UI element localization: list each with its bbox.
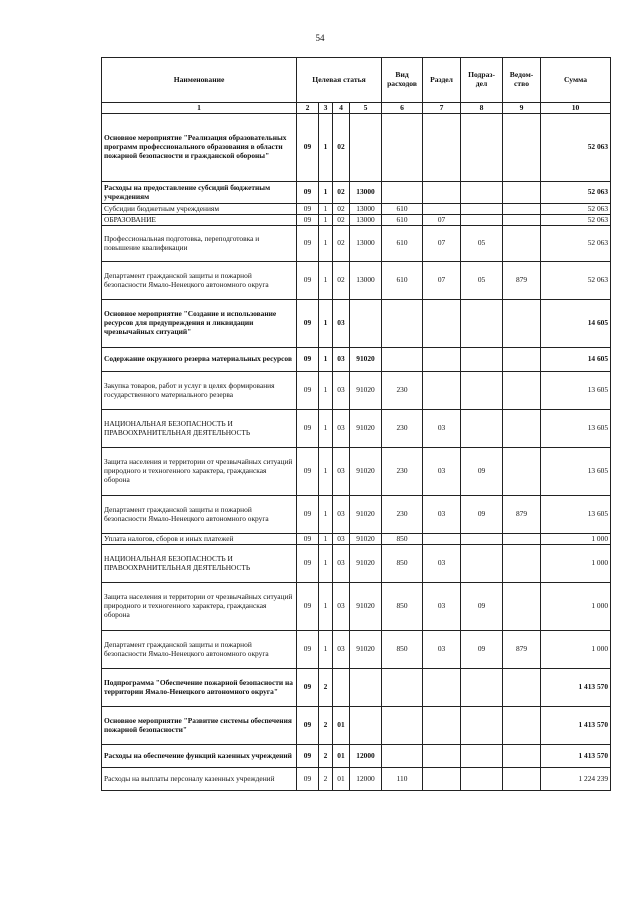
table-row [102,215,611,226]
header-subsection: Подраз-дел [461,58,503,103]
target-item-program: 09 [297,262,319,300]
expense-type-cell: 610 [382,226,423,262]
row-name: Подпрограмма "Обеспечение пожарной безопасности на территории Ямало-Ненецкого автономного округа" [102,669,297,707]
target-item-activity: 02 [333,114,350,182]
amount-cell: 1 224 239 [541,768,611,791]
subsection-cell [461,545,503,583]
target-item-subprogram: 1 [319,226,333,262]
row-name: Профессиональная подготовка, переподготовка и повышение квалификации [102,226,297,262]
column-number: 2 [297,103,319,114]
target-item-activity: 03 [333,534,350,545]
target-item-direction: 91020 [350,372,382,410]
expense-type-cell: 610 [382,215,423,226]
department-cell [503,768,541,791]
table-row [102,182,611,204]
subsection-cell [461,410,503,448]
row-name: Уплата налогов, сборов и иных платежей [102,534,297,545]
target-item-direction: 91020 [350,410,382,448]
subsection-cell: 09 [461,583,503,631]
expense-type-cell: 850 [382,583,423,631]
column-number: 7 [423,103,461,114]
expense-type-cell: 230 [382,448,423,496]
subsection-cell [461,707,503,745]
target-item-activity: 02 [333,182,350,204]
target-item-activity: 02 [333,262,350,300]
header-department: Ведом-ство [503,58,541,103]
column-number: 4 [333,103,350,114]
target-item-activity: 01 [333,745,350,768]
target-item-subprogram: 1 [319,410,333,448]
target-item-subprogram: 1 [319,215,333,226]
table-row [102,372,611,410]
section-cell [423,669,461,707]
amount-cell: 1 413 570 [541,669,611,707]
column-number: 1 [102,103,297,114]
target-item-subprogram: 1 [319,204,333,215]
target-item-direction: 91020 [350,545,382,583]
expense-type-cell [382,348,423,372]
department-cell [503,226,541,262]
target-item-program: 09 [297,496,319,534]
table-row [102,114,611,182]
department-cell [503,182,541,204]
table-row [102,745,611,768]
target-item-subprogram: 2 [319,669,333,707]
target-item-subprogram: 1 [319,534,333,545]
department-cell [503,410,541,448]
target-item-activity: 02 [333,204,350,215]
header-amount: Сумма [541,58,611,103]
column-number: 9 [503,103,541,114]
amount-cell: 1 000 [541,583,611,631]
target-item-program: 09 [297,226,319,262]
amount-cell: 52 063 [541,215,611,226]
target-item-activity: 03 [333,631,350,669]
amount-cell: 52 063 [541,182,611,204]
section-cell: 03 [423,631,461,669]
expense-type-cell: 110 [382,768,423,791]
row-name: Защита населения и территории от чрезвычайных ситуаций природного и техногенного характера, гражданская оборона [102,448,297,496]
expense-type-cell [382,745,423,768]
subsection-cell [461,300,503,348]
target-item-subprogram: 1 [319,182,333,204]
row-name: Субсидии бюджетным учреждениям [102,204,297,215]
department-cell [503,707,541,745]
section-cell [423,745,461,768]
target-item-activity: 03 [333,300,350,348]
subsection-cell: 09 [461,448,503,496]
section-cell: 07 [423,262,461,300]
department-cell [503,669,541,707]
amount-cell: 1 000 [541,631,611,669]
target-item-subprogram: 2 [319,707,333,745]
amount-cell: 1 413 570 [541,745,611,768]
amount-cell: 13 605 [541,410,611,448]
department-cell [503,215,541,226]
target-item-program: 09 [297,745,319,768]
section-cell [423,114,461,182]
table-row [102,300,611,348]
expense-type-cell [382,707,423,745]
target-item-activity: 02 [333,226,350,262]
target-item-direction: 91020 [350,496,382,534]
target-item-activity: 03 [333,348,350,372]
amount-cell: 14 605 [541,300,611,348]
target-item-program: 09 [297,300,319,348]
table-row [102,583,611,631]
subsection-cell: 09 [461,631,503,669]
subsection-cell [461,182,503,204]
department-cell [503,534,541,545]
column-number: 3 [319,103,333,114]
target-item-direction: 13000 [350,262,382,300]
target-item-program: 09 [297,768,319,791]
expense-type-cell: 850 [382,631,423,669]
subsection-cell: 05 [461,226,503,262]
target-item-subprogram: 1 [319,372,333,410]
target-item-program: 09 [297,372,319,410]
amount-cell: 1 000 [541,534,611,545]
header-row [102,58,611,103]
section-cell: 03 [423,545,461,583]
amount-cell: 1 000 [541,545,611,583]
budget-table [101,57,611,791]
section-cell: 03 [423,496,461,534]
subsection-cell [461,534,503,545]
target-item-program: 09 [297,669,319,707]
header-section: Раздел [423,58,461,103]
subsection-cell [461,745,503,768]
target-item-program: 09 [297,707,319,745]
section-cell [423,204,461,215]
header-name: Наименование [102,58,297,103]
section-cell: 07 [423,215,461,226]
expense-type-cell [382,182,423,204]
target-item-activity: 03 [333,496,350,534]
row-name: Содержание окружного резерва материальных ресурсов [102,348,297,372]
expense-type-cell: 850 [382,545,423,583]
target-item-direction [350,114,382,182]
row-name: Основное мероприятие "Реализация образовательных программ профессионального образования в области пожарной безопасности и гражданской обороны" [102,114,297,182]
table-row [102,496,611,534]
target-item-program: 09 [297,631,319,669]
subsection-cell [461,114,503,182]
page-number: 54 [315,33,325,43]
expense-type-cell: 230 [382,496,423,534]
column-number: 10 [541,103,611,114]
target-item-subprogram: 1 [319,300,333,348]
row-name: Расходы на обеспечение функций казенных учреждений [102,745,297,768]
target-item-subprogram: 1 [319,583,333,631]
table-row [102,545,611,583]
section-cell [423,348,461,372]
section-cell [423,768,461,791]
target-item-subprogram: 1 [319,631,333,669]
target-item-activity: 03 [333,583,350,631]
subsection-cell: 09 [461,496,503,534]
amount-cell: 1 413 570 [541,707,611,745]
expense-type-cell: 230 [382,372,423,410]
target-item-direction: 13000 [350,226,382,262]
subsection-cell [461,669,503,707]
section-cell [423,300,461,348]
row-name: НАЦИОНАЛЬНАЯ БЕЗОПАСНОСТЬ И ПРАВООХРАНИТЕЛЬНАЯ ДЕЯТЕЛЬНОСТЬ [102,545,297,583]
expense-type-cell: 850 [382,534,423,545]
target-item-direction: 91020 [350,534,382,545]
section-cell [423,707,461,745]
target-item-direction: 12000 [350,768,382,791]
department-cell [503,300,541,348]
expense-type-cell: 610 [382,262,423,300]
department-cell [503,372,541,410]
target-item-direction: 91020 [350,348,382,372]
section-cell: 07 [423,226,461,262]
table-row [102,768,611,791]
section-cell: 03 [423,410,461,448]
row-name: Департамент гражданской защиты и пожарной безопасности Ямало-Ненецкого автономного округа [102,631,297,669]
expense-type-cell [382,300,423,348]
target-item-program: 09 [297,534,319,545]
column-number: 5 [350,103,382,114]
amount-cell: 13 605 [541,496,611,534]
target-item-subprogram: 2 [319,768,333,791]
target-item-direction: 91020 [350,631,382,669]
target-item-subprogram: 2 [319,745,333,768]
department-cell [503,114,541,182]
column-number: 6 [382,103,423,114]
target-item-direction: 13000 [350,182,382,204]
expense-type-cell [382,114,423,182]
target-item-subprogram: 1 [319,545,333,583]
table-row [102,707,611,745]
amount-cell: 52 063 [541,262,611,300]
amount-cell: 14 605 [541,348,611,372]
row-name: ОБРАЗОВАНИЕ [102,215,297,226]
subsection-cell [461,204,503,215]
target-item-subprogram: 1 [319,262,333,300]
table-row [102,204,611,215]
target-item-activity: 03 [333,448,350,496]
table-row [102,631,611,669]
target-item-program: 09 [297,545,319,583]
row-name: Расходы на выплаты персоналу казенных учреждений [102,768,297,791]
row-name: Департамент гражданской защиты и пожарной безопасности Ямало-Ненецкого автономного округа [102,496,297,534]
row-name: Закупка товаров, работ и услуг в целях формирования государственного материального резерва [102,372,297,410]
target-item-direction [350,669,382,707]
header-expense-type: Вид расходов [382,58,423,103]
department-cell [503,448,541,496]
target-item-program: 09 [297,204,319,215]
amount-cell: 52 063 [541,114,611,182]
department-cell [503,545,541,583]
subsection-cell: 05 [461,262,503,300]
department-cell [503,348,541,372]
row-name: Департамент гражданской защиты и пожарной безопасности Ямало-Ненецкого автономного округа [102,262,297,300]
header-target-item: Целевая статья [297,58,382,103]
target-item-activity: 01 [333,768,350,791]
section-cell: 03 [423,448,461,496]
row-name: Защита населения и территории от чрезвычайных ситуаций природного и техногенного характера, гражданская оборона [102,583,297,631]
department-cell [503,204,541,215]
target-item-direction [350,300,382,348]
target-item-program: 09 [297,448,319,496]
target-item-direction: 91020 [350,448,382,496]
department-cell: 879 [503,262,541,300]
department-cell: 879 [503,496,541,534]
target-item-program: 09 [297,583,319,631]
target-item-activity: 01 [333,707,350,745]
row-name: НАЦИОНАЛЬНАЯ БЕЗОПАСНОСТЬ И ПРАВООХРАНИТЕЛЬНАЯ ДЕЯТЕЛЬНОСТЬ [102,410,297,448]
target-item-subprogram: 1 [319,114,333,182]
subsection-cell [461,348,503,372]
row-name: Расходы на предоставление субсидий бюджетным учреждениям [102,182,297,204]
subsection-cell [461,768,503,791]
department-cell [503,745,541,768]
expense-type-cell: 610 [382,204,423,215]
table-row [102,669,611,707]
section-cell [423,182,461,204]
subsection-cell [461,215,503,226]
column-number: 8 [461,103,503,114]
row-name: Основное мероприятие "Развитие системы обеспечения пожарной безопасности" [102,707,297,745]
target-item-program: 09 [297,410,319,448]
target-item-subprogram: 1 [319,448,333,496]
amount-cell: 52 063 [541,204,611,215]
expense-type-cell: 230 [382,410,423,448]
table-body [102,114,611,791]
amount-cell: 13 605 [541,448,611,496]
target-item-subprogram: 1 [319,496,333,534]
target-item-activity [333,669,350,707]
target-item-activity: 02 [333,215,350,226]
target-item-activity: 03 [333,545,350,583]
target-item-program: 09 [297,215,319,226]
target-item-subprogram: 1 [319,348,333,372]
section-cell [423,372,461,410]
target-item-direction [350,707,382,745]
amount-cell: 52 063 [541,226,611,262]
table-row [102,410,611,448]
section-cell [423,534,461,545]
target-item-program: 09 [297,114,319,182]
section-cell: 03 [423,583,461,631]
department-cell: 879 [503,631,541,669]
target-item-direction: 13000 [350,215,382,226]
table-row [102,262,611,300]
expense-type-cell [382,669,423,707]
target-item-activity: 03 [333,410,350,448]
target-item-direction: 13000 [350,204,382,215]
target-item-direction: 12000 [350,745,382,768]
row-name: Основное мероприятие "Создание и использование ресурсов для предупреждения и ликвидации чрезвычайных ситуаций" [102,300,297,348]
column-number-row [102,103,611,114]
target-item-activity: 03 [333,372,350,410]
target-item-direction: 91020 [350,583,382,631]
table-row [102,448,611,496]
department-cell [503,583,541,631]
table-row [102,534,611,545]
subsection-cell [461,372,503,410]
table-row [102,226,611,262]
table-row [102,348,611,372]
target-item-program: 09 [297,182,319,204]
amount-cell: 13 605 [541,372,611,410]
target-item-program: 09 [297,348,319,372]
